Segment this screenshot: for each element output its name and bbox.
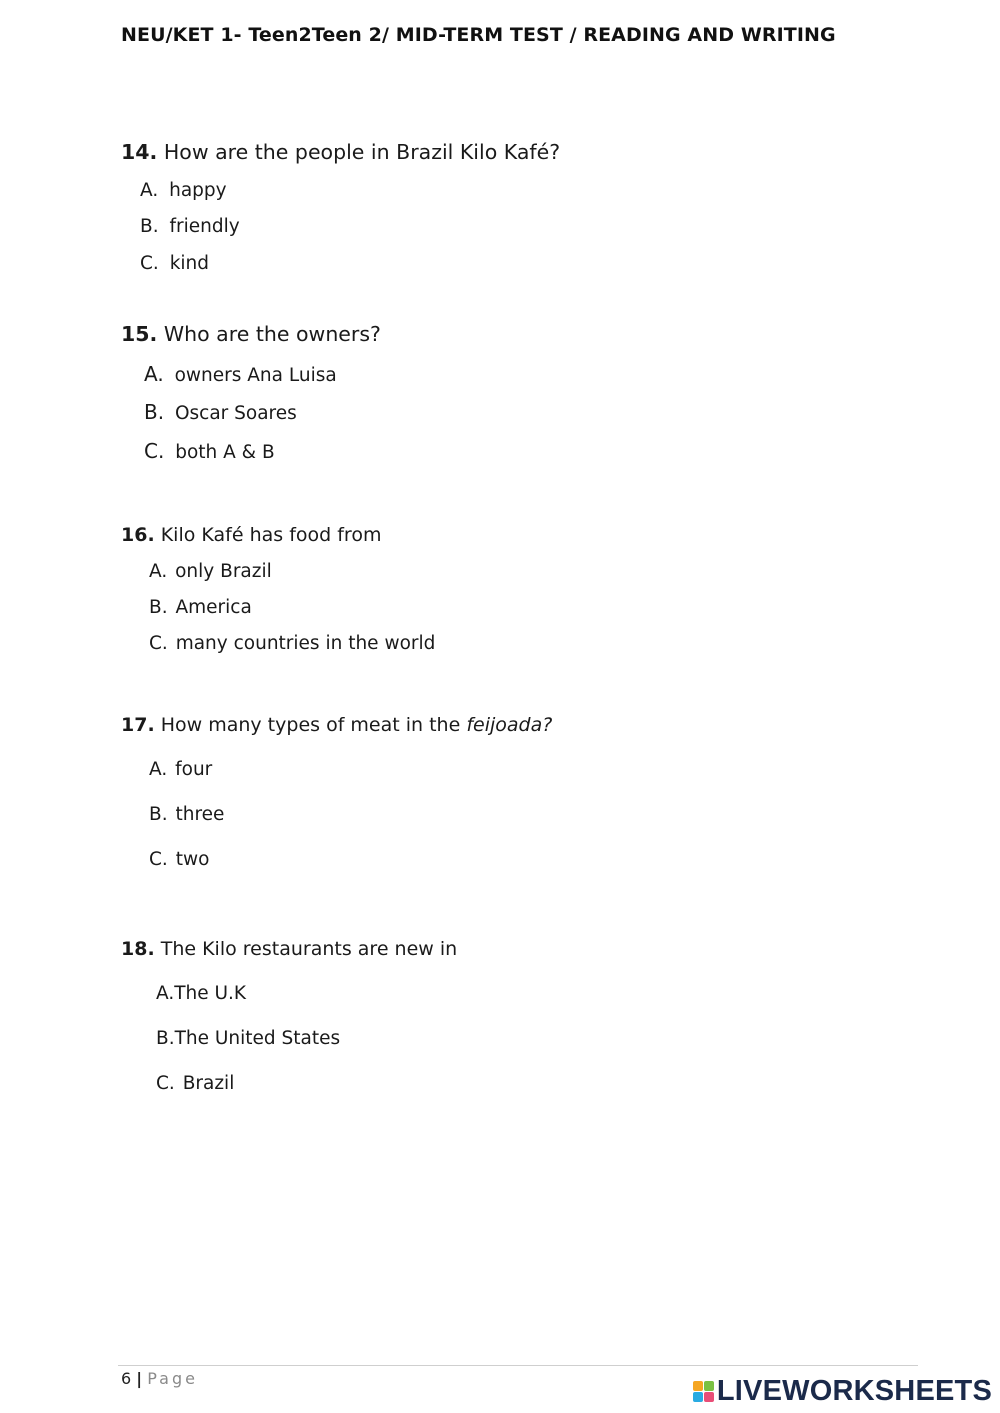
option-14-b[interactable] bbox=[140, 216, 240, 237]
option-letter: C. bbox=[149, 633, 168, 654]
option-letter: C. bbox=[144, 439, 165, 463]
option-15-b[interactable] bbox=[144, 400, 297, 424]
question-number: 17. bbox=[121, 714, 155, 736]
option-letter: B. bbox=[149, 597, 168, 618]
option-text: Brazil bbox=[182, 1073, 235, 1094]
liveworksheets-wordmark: LIVEWORKSHEETS bbox=[716, 1375, 992, 1407]
option-text: only Brazil bbox=[175, 561, 272, 582]
option-text: kind bbox=[169, 253, 210, 274]
option-text: happy bbox=[169, 180, 227, 201]
option-letter: C. bbox=[149, 849, 168, 870]
option-letter: A. bbox=[149, 561, 168, 582]
option-letter: A. bbox=[149, 759, 168, 780]
logo-tile-e bbox=[704, 1392, 714, 1402]
question-text: Kilo Kafé has food from bbox=[160, 524, 382, 546]
option-text: owners Ana Luisa bbox=[174, 365, 337, 386]
option-14-c[interactable] bbox=[140, 253, 209, 274]
option-text: two bbox=[175, 849, 210, 870]
question-text-italic: feijoada? bbox=[466, 714, 553, 736]
liveworksheets-logo[interactable] bbox=[693, 1375, 992, 1408]
option-text: The United States bbox=[174, 1028, 341, 1049]
question-text: Who are the owners? bbox=[163, 322, 381, 346]
option-15-c[interactable] bbox=[144, 439, 275, 463]
option-letter: A. bbox=[140, 180, 159, 201]
option-17-b[interactable] bbox=[149, 804, 224, 825]
option-text: Oscar Soares bbox=[174, 403, 297, 424]
logo-tile-i bbox=[704, 1381, 714, 1391]
option-16-a[interactable] bbox=[149, 561, 272, 582]
option-text: four bbox=[175, 759, 213, 780]
question-15 bbox=[121, 322, 381, 346]
logo-tile-l bbox=[693, 1381, 703, 1391]
question-text: How are the people in Brazil Kilo Kafé? bbox=[163, 140, 561, 164]
option-letter: B. bbox=[156, 1028, 175, 1049]
logo-tile-v bbox=[693, 1392, 703, 1402]
option-text: The U.K bbox=[174, 983, 247, 1004]
question-number: 15. bbox=[121, 322, 158, 346]
option-17-a[interactable] bbox=[149, 759, 212, 780]
page-number-value: 6 bbox=[121, 1369, 132, 1388]
question-14 bbox=[121, 140, 560, 164]
option-14-a[interactable] bbox=[140, 180, 227, 201]
option-18-c[interactable] bbox=[156, 1073, 234, 1094]
question-18 bbox=[121, 938, 457, 960]
option-letter: A. bbox=[156, 983, 175, 1004]
question-text: How many types of meat in the bbox=[160, 714, 461, 736]
question-16 bbox=[121, 524, 381, 546]
option-letter: B. bbox=[149, 804, 168, 825]
liveworksheets-icon bbox=[693, 1381, 714, 1402]
page-number bbox=[121, 1369, 198, 1388]
option-16-b[interactable] bbox=[149, 597, 252, 618]
question-17 bbox=[121, 714, 552, 736]
option-18-b[interactable] bbox=[156, 1028, 340, 1049]
option-text: America bbox=[175, 597, 252, 618]
option-18-a[interactable] bbox=[156, 983, 246, 1004]
option-text: many countries in the world bbox=[175, 633, 436, 654]
option-letter: A. bbox=[144, 362, 164, 386]
page-separator: | bbox=[136, 1369, 143, 1388]
question-text: The Kilo restaurants are new in bbox=[160, 938, 458, 960]
question-number: 18. bbox=[121, 938, 155, 960]
option-text: both A & B bbox=[175, 442, 275, 463]
option-16-c[interactable] bbox=[149, 633, 435, 654]
option-text: friendly bbox=[169, 216, 240, 237]
footer-divider bbox=[118, 1365, 918, 1366]
option-text: three bbox=[175, 804, 225, 825]
option-letter: B. bbox=[140, 216, 159, 237]
option-letter: B. bbox=[144, 400, 165, 424]
option-15-a[interactable] bbox=[144, 362, 337, 386]
option-17-c[interactable] bbox=[149, 849, 209, 870]
question-number: 14. bbox=[121, 140, 158, 164]
page-header: NEU/KET 1- Teen2Teen 2/ MID-TERM TEST / READING AND WRITING bbox=[121, 24, 836, 46]
page-label: Page bbox=[147, 1369, 198, 1388]
option-letter: C. bbox=[140, 253, 159, 274]
option-letter: C. bbox=[156, 1073, 175, 1094]
question-number: 16. bbox=[121, 524, 155, 546]
